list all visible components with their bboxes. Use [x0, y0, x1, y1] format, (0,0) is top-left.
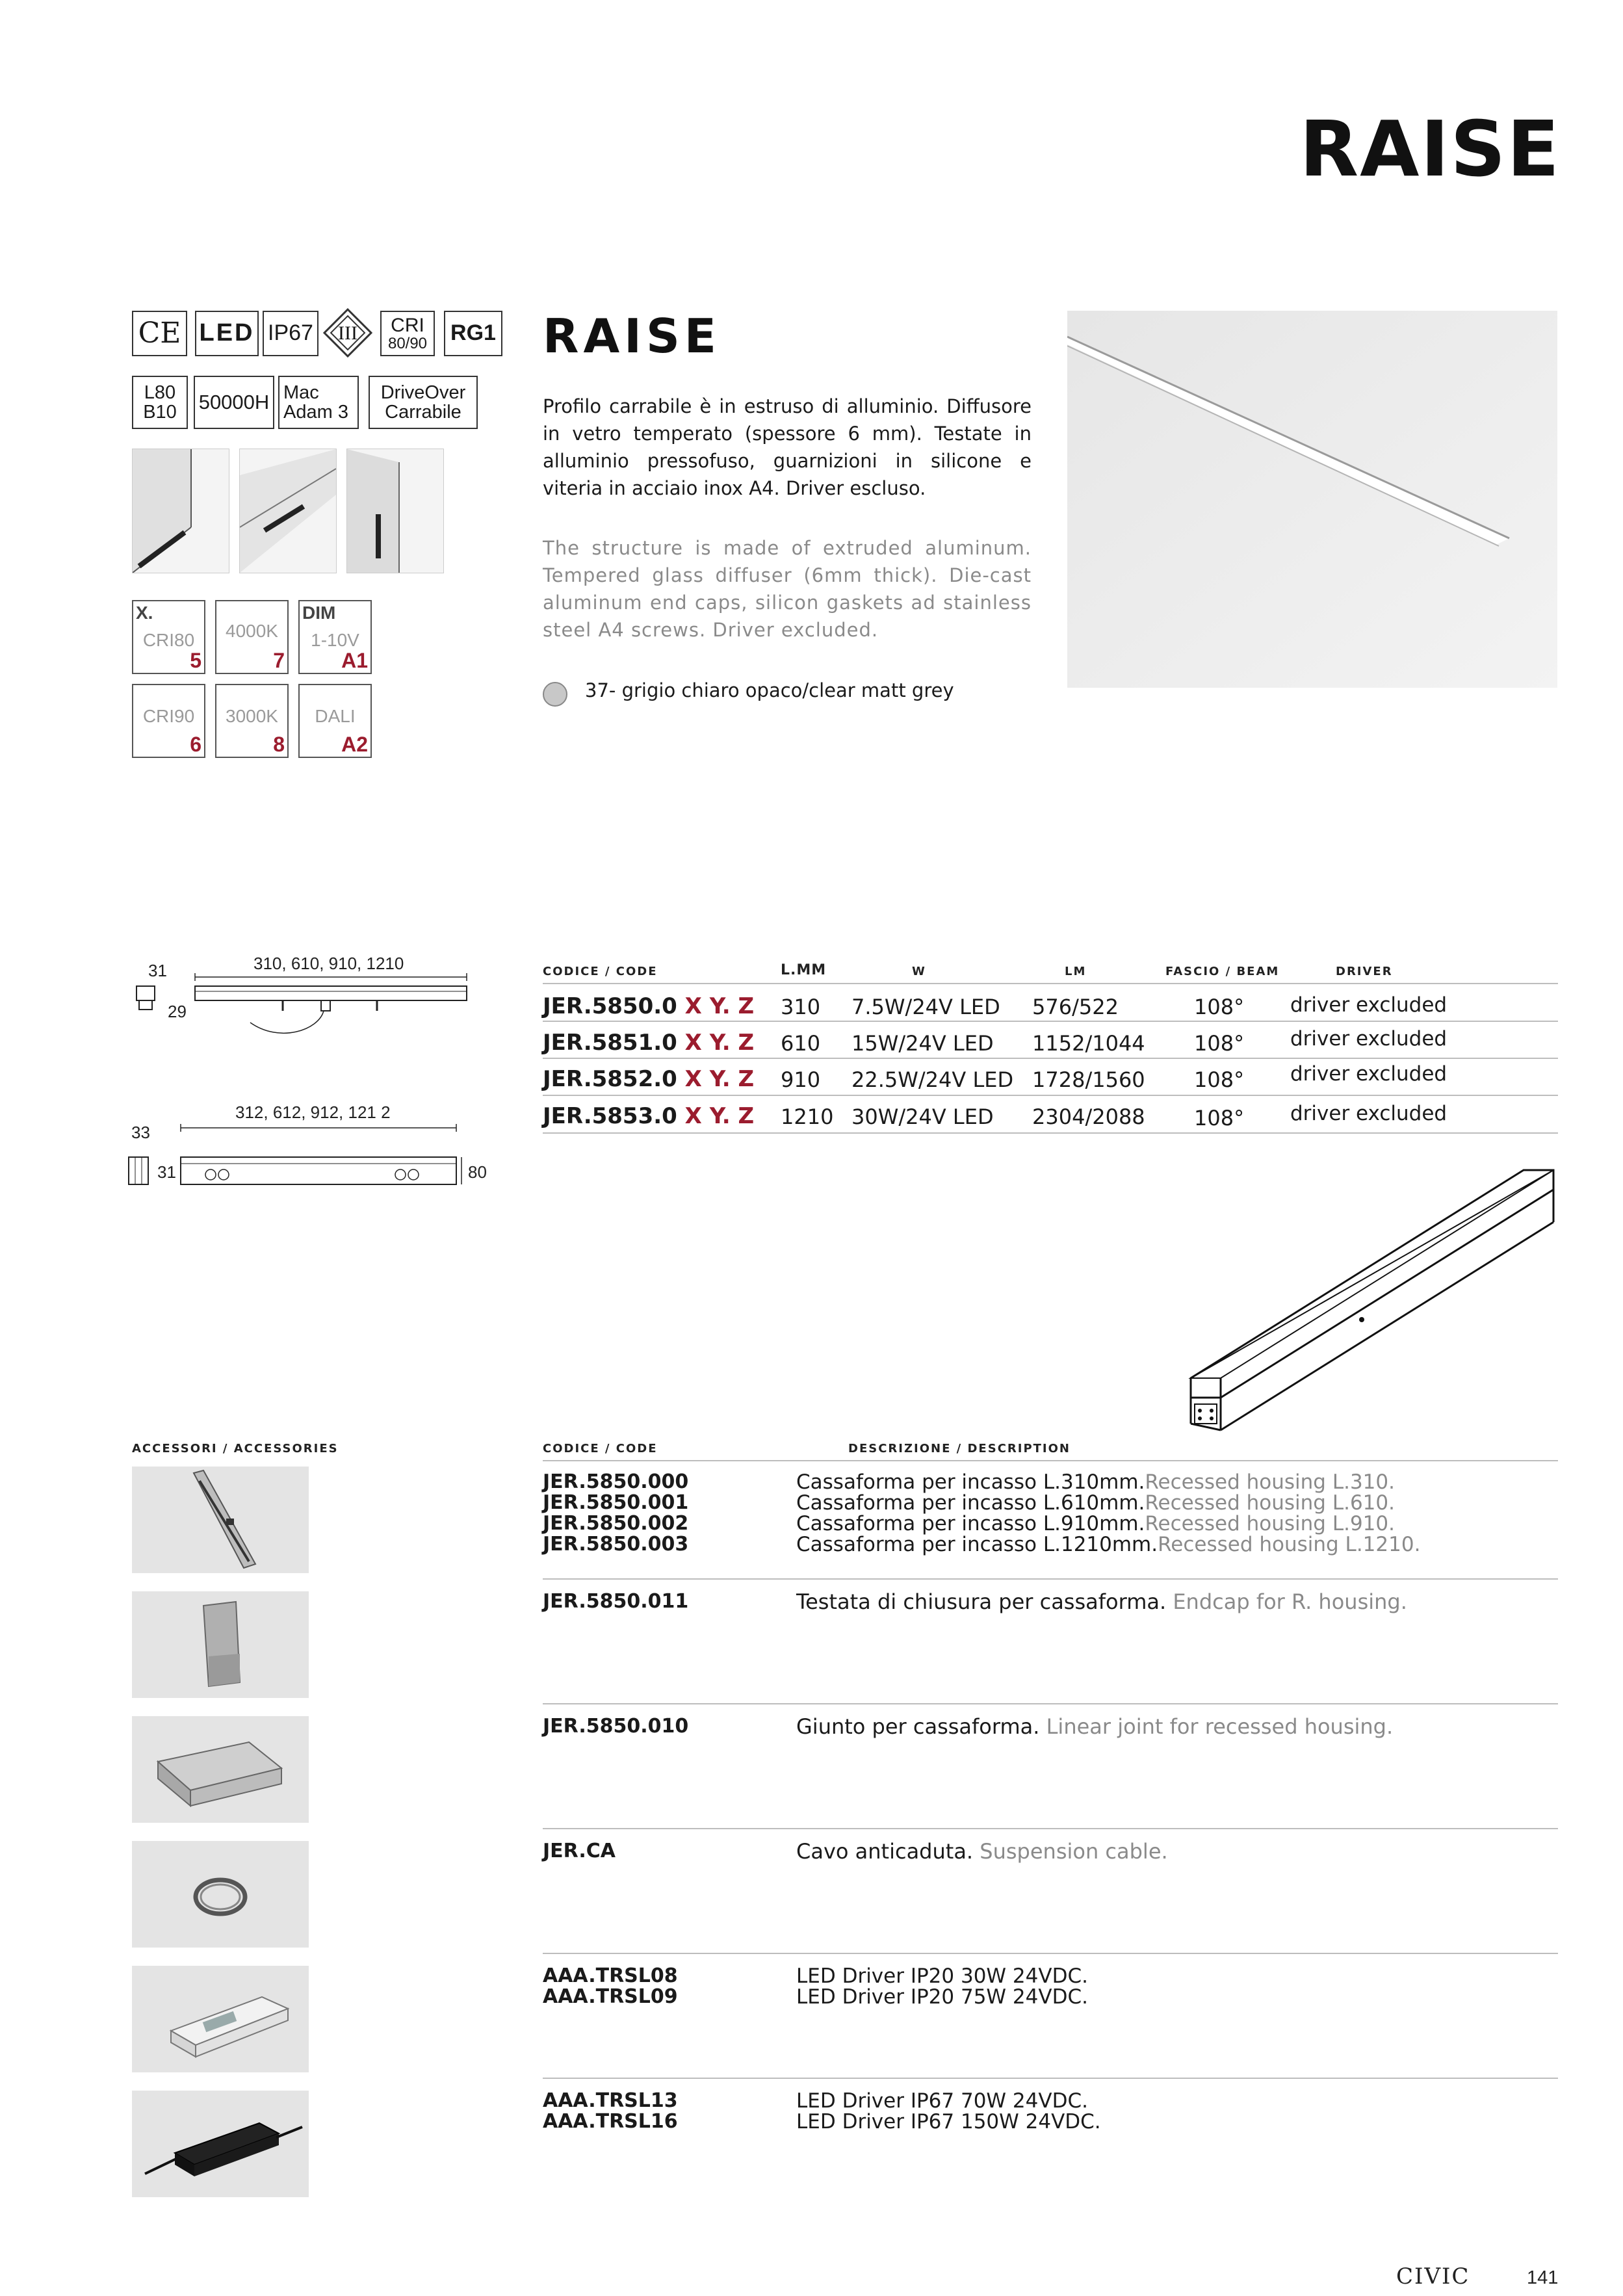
accessory-desc: Cavo anticaduta. Suspension cable. [796, 1839, 1168, 1864]
driveover-line1: DriveOver [380, 382, 466, 403]
row-lmm: 310 [781, 995, 821, 1019]
luminaire-drawing [1183, 1164, 1560, 1437]
accessory-thumb-driver-ip67 [132, 2091, 309, 2197]
option-4000k [215, 600, 289, 674]
row-lm: 1728/1560 [1032, 1067, 1145, 1092]
l80-b10-badge [132, 376, 188, 429]
th-lm: LM [1065, 965, 1087, 978]
accessory-code: AAA.TRSL08 AAA.TRSL09 [543, 1964, 678, 2008]
option-dali [298, 684, 372, 758]
l80-label: L80 [144, 382, 176, 403]
k4000-label: 4000K [226, 621, 278, 641]
row-w: 30W/24V LED [851, 1104, 994, 1129]
d2-height-label: 31 [157, 1162, 176, 1182]
row-w: 15W/24V LED [851, 1031, 994, 1056]
cri80-code: 5 [190, 649, 201, 672]
cri-badge [380, 311, 435, 356]
macadam-line2: Adam 3 [283, 402, 348, 423]
accessory-desc: Cassaforma per incasso L.310mm.Recessed housing L.310. Cassaforma per incasso L.610mm.Recessed housing L.610. Cassaforma per incasso L.910mm.Recessed housing L.910. Cassaforma per incasso L.1210mm.Recessed housing L.1210. [796, 1470, 1421, 1556]
th-lmm: L.MM [781, 962, 827, 978]
accessory-code: JER.5850.010 [543, 1715, 689, 1738]
table-rule [543, 1021, 1558, 1022]
row-code: JER.5851.0 X Y. Z [543, 1030, 755, 1056]
d2-side-label: 80 [468, 1162, 487, 1182]
product-name: RAISE [543, 309, 721, 363]
k3000-code: 8 [273, 733, 285, 756]
d2-length-label: 312, 612, 912, 121 2 [235, 1102, 391, 1122]
acc-rule [543, 1828, 1558, 1829]
drawing-profile [123, 946, 487, 1050]
d1-length-label: 310, 610, 910, 1210 [253, 954, 404, 973]
table-rule [543, 1132, 1558, 1134]
cri-top: CRI [391, 314, 424, 336]
mounting-thumb-2 [239, 449, 337, 573]
accessory-thumb-driver-ip20 [132, 1966, 309, 2072]
row-beam: 108° [1194, 1067, 1245, 1092]
macadam-badge [278, 376, 359, 429]
row-driver: driver excluded [1290, 993, 1448, 1017]
d1-width-label: 31 [148, 961, 167, 980]
v110-label: 1-10V [311, 630, 359, 650]
class-iii-icon [322, 307, 374, 359]
dim-label: DIM [302, 603, 336, 623]
mounting-thumb-1 [132, 449, 229, 573]
finish-label: 37- grigio chiaro opaco/clear matt grey [585, 679, 954, 701]
cri90-label: CRI90 [142, 706, 195, 726]
accessory-code: JER.5850.011 [543, 1590, 689, 1613]
accessory-thumb-housing [132, 1467, 309, 1573]
description-it: Profilo carrabile è in estruso di alluminio. Diffusore in vetro temperato (spessore 6 mm). Testate in alluminio pressofuso, guarnizioni in silicone e viteria in acciaio inox A4. Driver escluso. [543, 395, 1032, 499]
d2-width-label: 33 [131, 1123, 150, 1142]
acc-header-desc: DESCRIZIONE / DESCRIPTION [848, 1442, 1071, 1455]
table-rule-header [543, 983, 1558, 984]
finish-swatch [543, 682, 567, 707]
option-1-10v [298, 600, 372, 674]
row-lm: 576/522 [1032, 995, 1119, 1019]
acc-header-acc: ACCESSORI / ACCESSORIES [132, 1442, 339, 1455]
row-code: JER.5850.0 X Y. Z [543, 993, 755, 1019]
row-beam: 108° [1194, 1106, 1245, 1130]
acc-rule [543, 1578, 1558, 1580]
row-lmm: 610 [781, 1031, 821, 1056]
th-driver: DRIVER [1336, 965, 1393, 978]
page-title: RAISE [1299, 104, 1561, 194]
option-cri80 [132, 600, 205, 674]
accessory-thumb-endcap [132, 1591, 309, 1698]
acc-rule [543, 1703, 1558, 1704]
row-code: JER.5853.0 X Y. Z [543, 1103, 755, 1129]
x-label: X. [136, 603, 153, 623]
cri-bottom: 80/90 [387, 335, 428, 353]
led-mark: LED [195, 311, 259, 356]
row-code: JER.5852.0 X Y. Z [543, 1066, 755, 1092]
accessory-desc: LED Driver IP20 30W 24VDC. LED Driver IP20 75W 24VDC. [796, 1964, 1088, 2009]
hours-badge: 50000H [194, 376, 274, 429]
row-lm: 2304/2088 [1032, 1104, 1145, 1129]
accessory-desc: Giunto per cassaforma. Linear joint for recessed housing. [796, 1714, 1394, 1739]
driveover-line2: Carrabile [385, 402, 461, 423]
row-lm: 1152/1044 [1032, 1031, 1145, 1056]
d1-height-label: 29 [168, 1002, 187, 1021]
acc-header-code: CODICE / CODE [543, 1442, 658, 1455]
accessory-desc: Testata di chiusura per cassaforma. Endcap for R. housing. [796, 1589, 1407, 1614]
row-driver: driver excluded [1290, 1102, 1448, 1125]
cri80-label: CRI80 [142, 630, 195, 650]
acc-rule [543, 2078, 1558, 2079]
k3000-label: 3000K [226, 706, 278, 726]
v110-code: A1 [341, 649, 368, 672]
row-beam: 108° [1194, 1031, 1245, 1056]
product-photo [1067, 311, 1557, 688]
ip-rating: IP67 [263, 311, 318, 356]
row-driver: driver excluded [1290, 1027, 1448, 1050]
row-beam: 108° [1194, 995, 1245, 1019]
ce-mark: CE [132, 311, 187, 356]
cri90-code: 6 [190, 733, 201, 756]
accessory-code: JER.5850.000 JER.5850.001 JER.5850.002 JER.5850.003 [543, 1470, 689, 1556]
th-beam: FASCIO / BEAM [1165, 965, 1280, 978]
accessory-code: AAA.TRSL13 AAA.TRSL16 [543, 2089, 678, 2133]
acc-rule [543, 1953, 1558, 1954]
mounting-thumb-3 [346, 449, 444, 573]
macadam-line1: Mac [283, 382, 319, 403]
rg1-badge: RG1 [444, 311, 502, 356]
dali-label: DALI [315, 706, 356, 726]
accessory-desc: LED Driver IP67 70W 24VDC. LED Driver IP67 150W 24VDC. [796, 2089, 1101, 2133]
page-number: 141 [1527, 2267, 1559, 2288]
th-code: CODICE / CODE [543, 965, 658, 978]
row-lmm: 1210 [781, 1104, 834, 1129]
brand-logo: CIVIC [1396, 2263, 1470, 2289]
row-w: 22.5W/24V LED [851, 1067, 1014, 1092]
table-rule [543, 1058, 1558, 1059]
option-cri90 [132, 684, 205, 758]
b10-label: B10 [143, 402, 177, 423]
dali-code: A2 [341, 733, 368, 756]
option-3000k [215, 684, 289, 758]
accessory-thumb-cable [132, 1841, 309, 1948]
driveover-badge [369, 376, 478, 429]
row-driver: driver excluded [1290, 1062, 1448, 1086]
row-w: 7.5W/24V LED [851, 995, 1000, 1019]
acc-rule-header [543, 1460, 1558, 1461]
accessory-code: JER.CA [543, 1840, 616, 1862]
description-en: The structure is made of extruded aluminum. Tempered glass diffuser (6mm thick). Die-cast aluminum end caps, silicon gaskets ad stainless steel A4 screws. Driver excluded. [543, 537, 1032, 641]
svg-text:III: III [338, 322, 357, 344]
drawing-housing [123, 1095, 487, 1206]
k4000-code: 7 [273, 649, 285, 672]
table-rule [543, 1095, 1558, 1096]
accessory-thumb-joint [132, 1716, 309, 1823]
row-lmm: 910 [781, 1067, 821, 1092]
th-w: W [912, 965, 926, 978]
